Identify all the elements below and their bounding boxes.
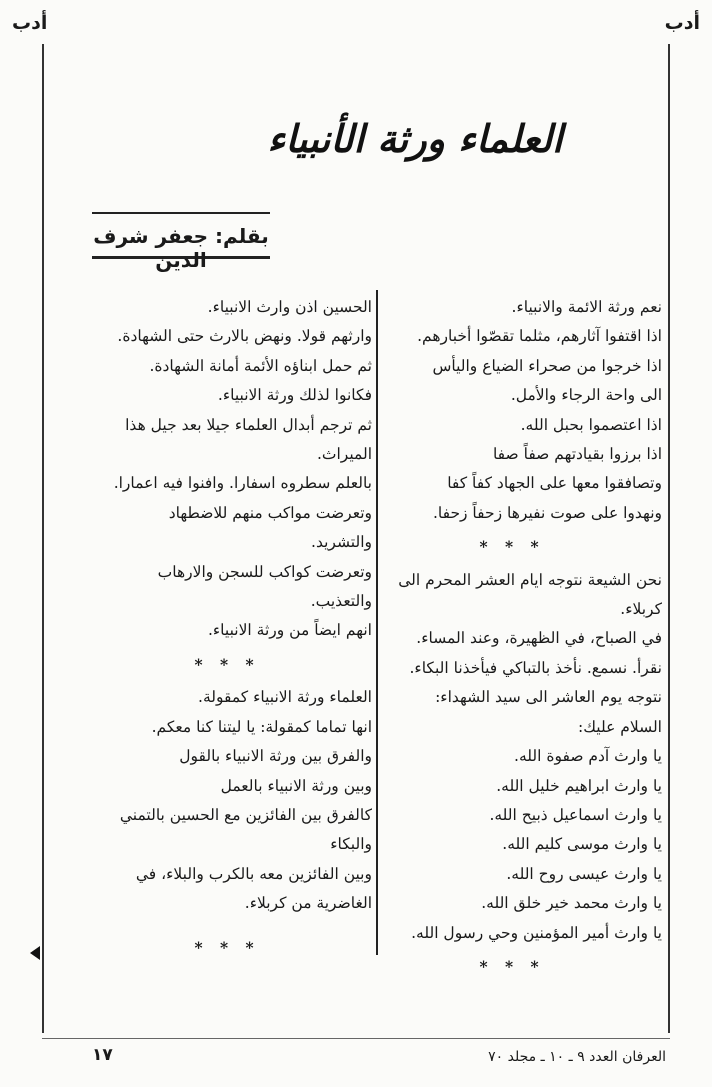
section-separator: * * * bbox=[479, 956, 545, 976]
text-line: اذا اقتفوا آثارهم، مثلما تقصّوا أخبارهم. bbox=[417, 327, 662, 346]
text-line: نقرأ. نسمع. نأخذ بالتباكي فيأخذنا البكاء. bbox=[409, 658, 662, 677]
text-line: انها تماما كمقولة: يا ليتنا كنا معكم. bbox=[151, 717, 372, 736]
section-separator: * * * bbox=[479, 537, 545, 557]
text-line: كربلاء. bbox=[620, 600, 662, 619]
text-line: والتعذيب. bbox=[310, 592, 372, 611]
text-line: نعم ورثة الائمة والانبياء. bbox=[511, 298, 662, 316]
right-column bbox=[362, 293, 662, 985]
text-line: ثم حمل ابناؤه الأئمة أمانة الشهادة. bbox=[149, 356, 372, 375]
section-separator: * * * bbox=[194, 937, 260, 957]
text-line: نحن الشيعة نتوجه ايام العشر المحرم الى bbox=[398, 570, 662, 589]
text-line: وتصافقوا معها على الجهاد كفاً كفا bbox=[447, 474, 662, 493]
paragraph bbox=[82, 683, 372, 918]
text-line: وارثهم قولا. ونهض بالارث حتى الشهادة. bbox=[117, 327, 372, 346]
paragraph bbox=[362, 293, 662, 528]
article-title: العلماء ورثة الأنبياء bbox=[267, 116, 563, 161]
issue-info: العرفان العدد ٩ ـ ١٠ ـ مجلد ٧٠ bbox=[488, 1049, 666, 1065]
text-line: اذا برزوا بقيادتهم صفاً صفا bbox=[492, 445, 662, 464]
text-line: يا وارث ابراهيم خليل الله. bbox=[496, 776, 662, 795]
text-line: اذا اعتصموا بحبل الله. bbox=[520, 415, 662, 434]
text-line: الحسين اذن وارث الانبياء. bbox=[207, 298, 372, 316]
paragraph bbox=[82, 293, 372, 646]
text-line: بالعلم سطروه اسفارا. وافنوا فيه اعمارا. bbox=[113, 474, 372, 493]
text-line: والتشريد. bbox=[311, 533, 372, 552]
text-line: نتوجه يوم العاشر الى سيد الشهداء: bbox=[435, 688, 662, 707]
left-column bbox=[82, 293, 372, 966]
text-line: فكانوا لذلك ورثة الانبياء. bbox=[217, 386, 372, 405]
text-line: وتعرضت مواكب منهم للاضطهاد bbox=[168, 503, 372, 522]
section-label-left: أدب bbox=[12, 12, 48, 34]
page-number: ١٧ bbox=[92, 1045, 113, 1065]
section-label-right: أدب bbox=[664, 12, 700, 34]
text-line: كالفرق بين الفائزين مع الحسين بالتمني bbox=[119, 805, 372, 824]
text-line: يا وارث آدم صفوة الله. bbox=[514, 747, 662, 766]
frame-rule-left bbox=[42, 44, 44, 1033]
text-line: الميراث. bbox=[316, 445, 372, 464]
text-line: يا وارث أمير المؤمنين وحي رسول الله. bbox=[411, 923, 662, 942]
text-line: يا وارث عيسى روح الله. bbox=[506, 864, 662, 883]
text-line: وتعرضت كواكب للسجن والارهاب bbox=[157, 562, 372, 581]
text-line: الى واحة الرجاء والأمل. bbox=[510, 386, 662, 405]
text-line: السلام عليك: bbox=[578, 717, 662, 736]
text-line: يا وارث اسماعيل ذبيح الله. bbox=[489, 805, 662, 824]
text-line: اذا خرجوا من صحراء الضياع واليأس bbox=[432, 356, 662, 375]
text-line: وبين ورثة الانبياء بالعمل bbox=[220, 776, 372, 795]
text-line: ثم ترجم أبدال العلماء جيلا بعد جيل هذا bbox=[125, 415, 372, 434]
section-separator: * * * bbox=[194, 654, 260, 674]
text-line: العلماء ورثة الانبياء كمقولة. bbox=[198, 688, 372, 707]
footer-rule bbox=[42, 1038, 670, 1039]
text-line: ونهدوا على صوت نفيرها زحفاً زحفا. bbox=[432, 503, 662, 522]
text-line: يا وارث موسى كليم الله. bbox=[502, 835, 662, 854]
text-line: في الصباح، في الظهيرة، وعند المساء. bbox=[416, 629, 662, 648]
text-line: يا وارث محمد خير خلق الله. bbox=[481, 894, 662, 913]
text-line: والفرق بين ورثة الانبياء بالقول bbox=[179, 747, 372, 766]
frame-rule-right bbox=[668, 44, 670, 1033]
paragraph bbox=[362, 566, 662, 948]
text-line: الغاضرية من كربلاء. bbox=[244, 894, 372, 913]
text-line: انهم ايضاً من ورثة الانبياء. bbox=[207, 621, 372, 640]
author-byline: بقلم: جعفر شرف الدين bbox=[93, 224, 269, 272]
triangle-marker-icon bbox=[30, 946, 40, 960]
text-line: والبكاء bbox=[330, 835, 372, 854]
spacer bbox=[82, 919, 372, 929]
text-line: وبين الفائزين معه بالكرب والبلاء، في bbox=[135, 864, 372, 883]
